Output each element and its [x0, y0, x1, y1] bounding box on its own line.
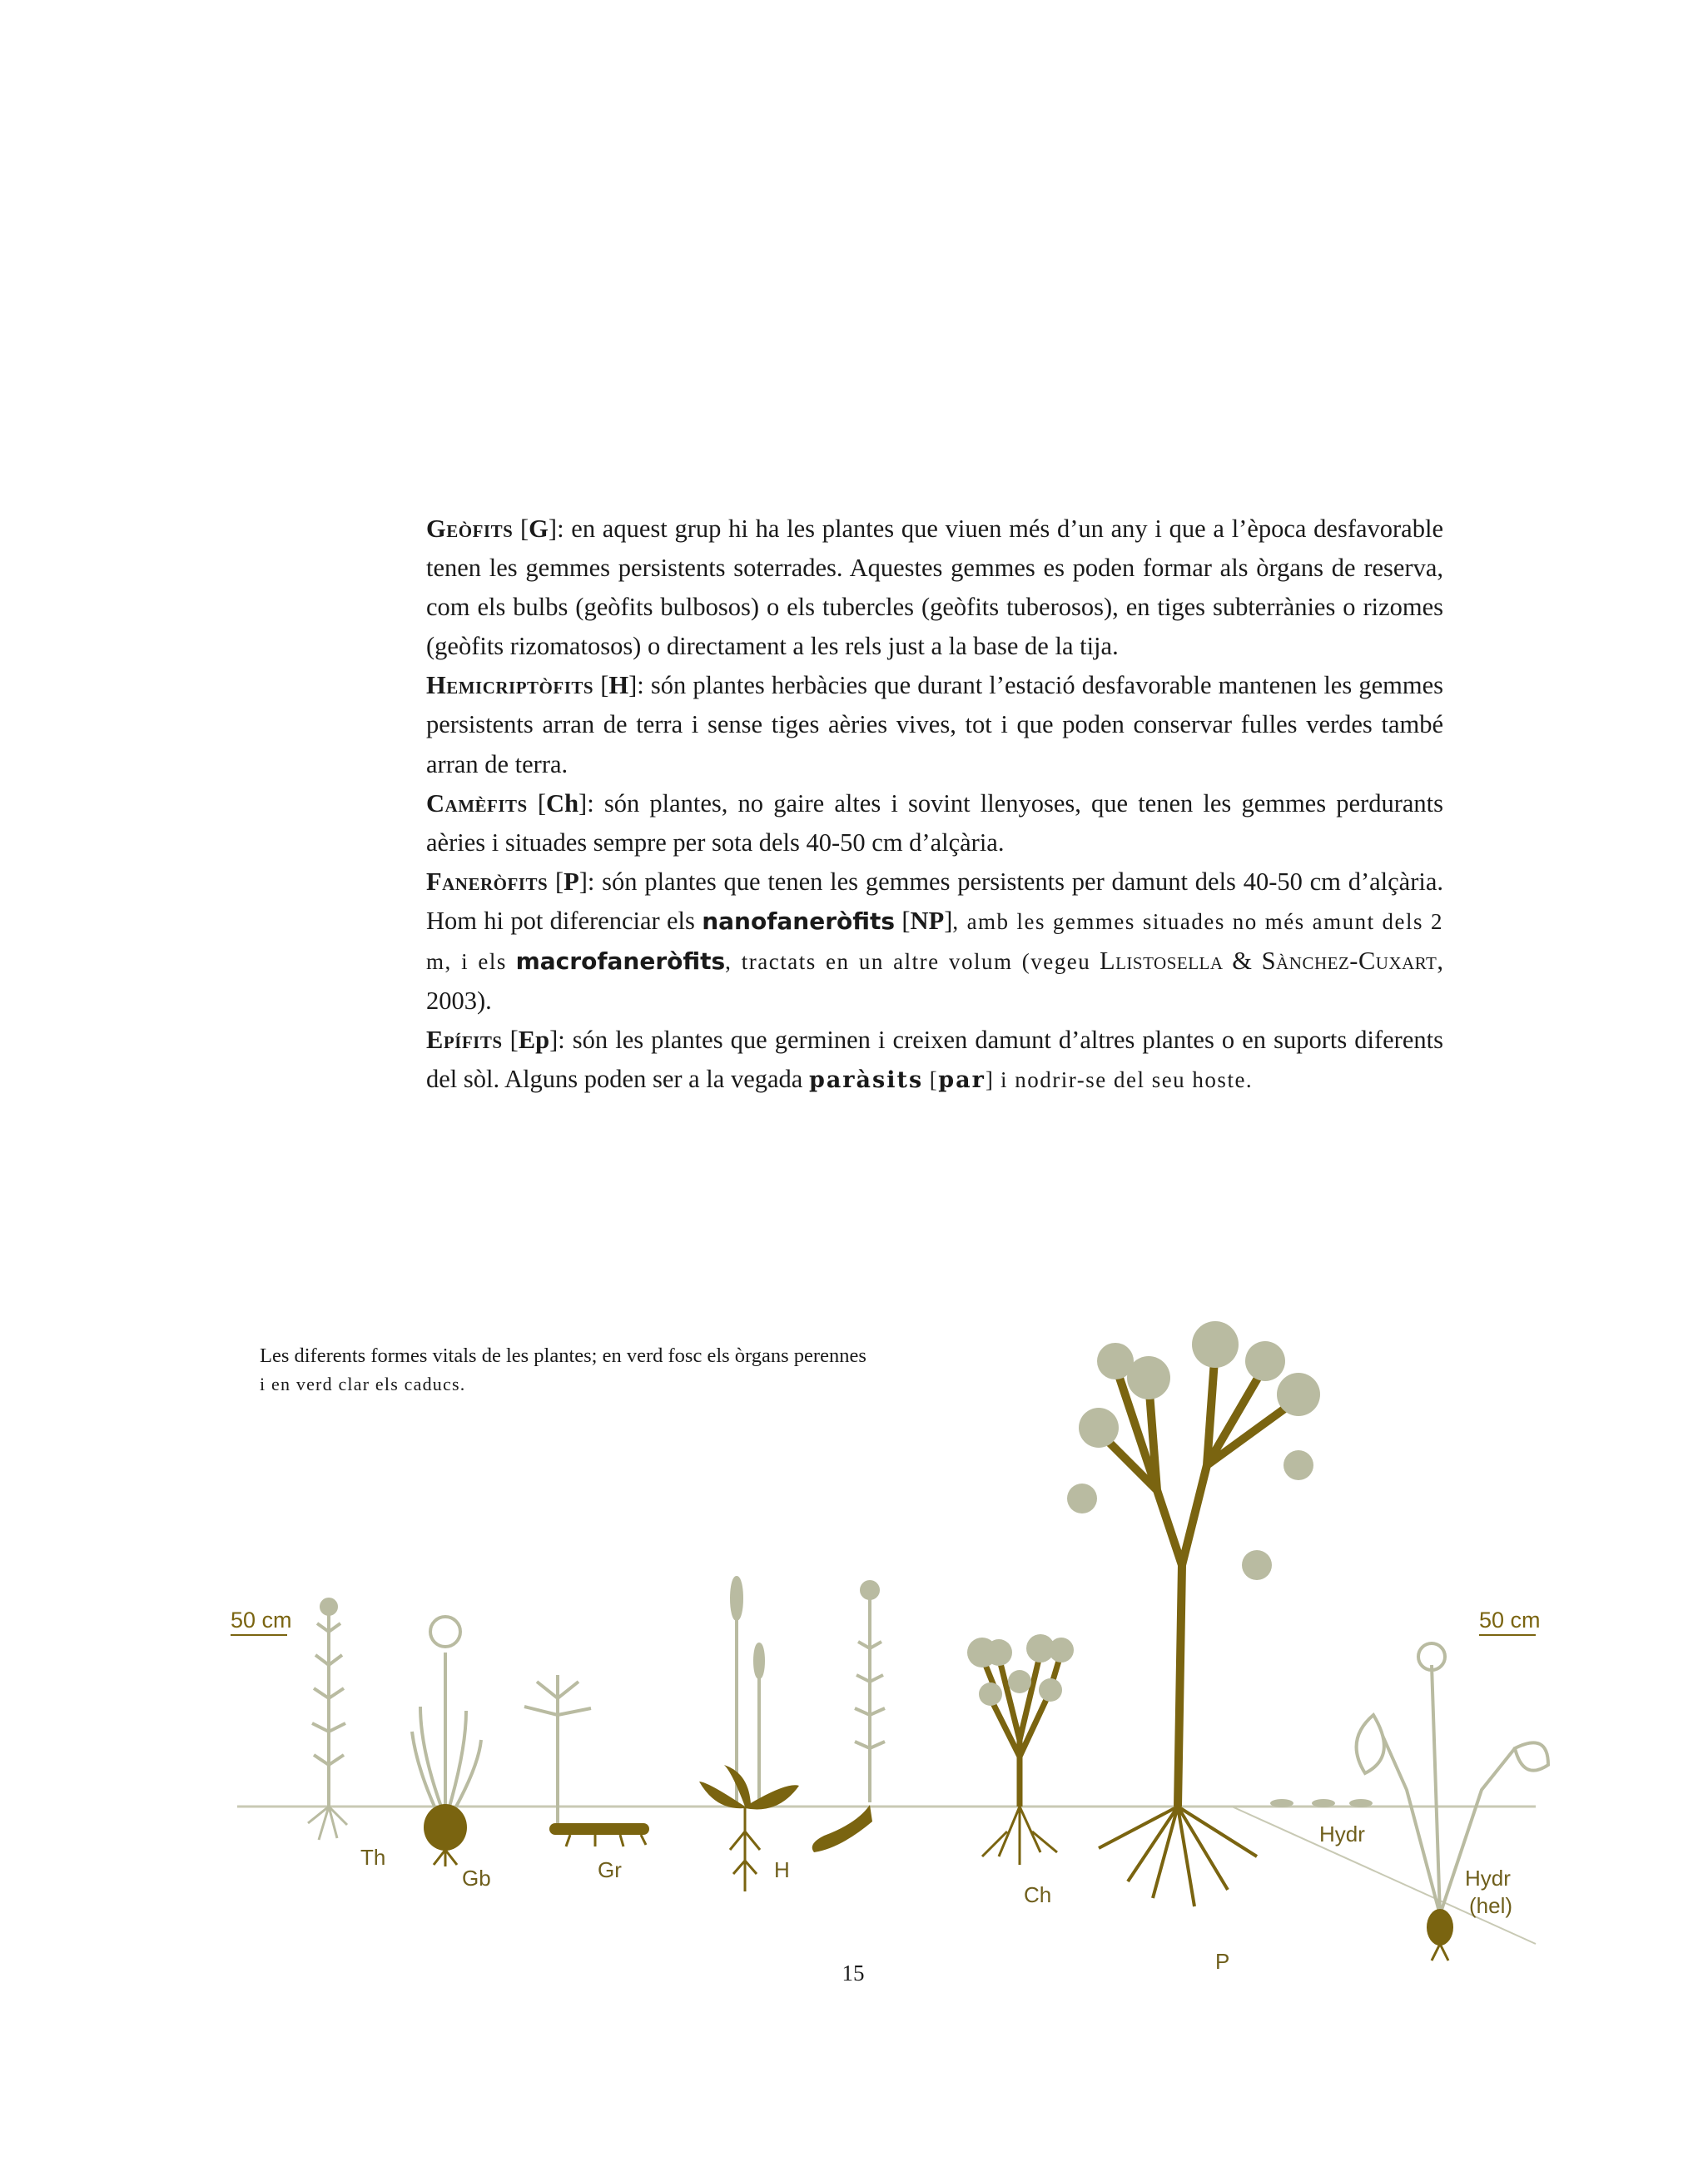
plant-bulbous-geophyte	[412, 1617, 481, 1866]
plant-hydrophyte-floating	[1270, 1799, 1373, 1807]
entry-camefits: Camèfits [Ch]: són plantes, no gaire altes i sovint llenyoses, que tenen les gemmes perdurants aèries i situades sempre per sota dels 40-50 cm d’alçària.	[426, 788, 1443, 857]
label-gb: Gb	[462, 1866, 491, 1891]
entry-text: són plantes herbàcies que durant l’estació desfavorable mantenen les gemmes persistents arran de terra i sense tiges aèries vives, tot i que poden conservar fulles verdes també arran de terra.	[426, 671, 1443, 778]
label-hydr-hel: Hydr	[1465, 1866, 1511, 1891]
term-nanofanerofits: nanofaneròfits	[702, 907, 896, 935]
entry-text: en aquest grup hi ha les plantes que viuen més d’un any i que a l’època desfavorable tenen les gemmes persistents soterrades. Aquestes gemmes es poden formar als òrgans de reserva, com els bulbs (geòfits bulbosos) o els tubercles (geòfits tuberosos), en tiges subterrànies o rizomes (geòfits rizomatosos) o directament a les rels just a la base de la tija.	[426, 514, 1443, 661]
term-code: Ep	[518, 1026, 550, 1055]
reference-author: & Sànchez-Cuxart	[1232, 947, 1437, 976]
entry-text: , tractats en un altre volum (vegeu	[725, 949, 1091, 975]
plant-helophyte	[1357, 1643, 1548, 1961]
plant-therophyte	[308, 1599, 347, 1840]
entry-geofits: Geòfits [G]: en aquest grup hi ha les plantes que viuen més d’un any i que a l’època desfavorable tenen les gemmes persistents soterrades. Aquestes gemmes es poden formar als òrgans de reserva, com els bulbs (geòfits bulbosos) o els tubercles (geòfits tuberosos), en tiges subterrànies o rizomes (geòfits rizomatosos) o directament a les rels just a la base de la tija.	[426, 514, 1443, 661]
caption-line-1: Les diferents formes vitals de les plantes; en verd fosc els òrgans perennes	[260, 1344, 866, 1367]
reference-year: , 2003).	[426, 947, 1443, 1016]
term-parasits: paràsits	[808, 1067, 924, 1094]
page-number: 15	[842, 1961, 865, 1986]
label-p: P	[1215, 1949, 1230, 1974]
plant-phanerophyte	[1067, 1321, 1320, 1906]
scale-label-left: 50 cm	[231, 1608, 292, 1633]
label-ch: Ch	[1024, 1882, 1052, 1907]
main-text	[426, 509, 1443, 1100]
term-code: Ch	[546, 788, 579, 818]
term-code: P	[564, 867, 579, 896]
label-hel: (hel)	[1469, 1893, 1513, 1918]
term-name: Camèfits	[426, 788, 528, 818]
entry-hemicriptofits: Hemicriptòfits [H]: són plantes herbàcies que durant l’estació desfavorable mantenen les gemmes persistents arran de terra i sense tiges aèries vives, tot i que poden conservar fulles verdes també arran de terra.	[426, 671, 1443, 778]
term-code: NP	[910, 906, 945, 935]
scale-label-right: 50 cm	[1479, 1608, 1541, 1633]
label-hydr: Hydr	[1319, 1822, 1365, 1846]
term-name: Faneròfits	[426, 867, 549, 896]
entry-text: són les plantes que germinen i creixen damunt d’altres plantes o en suports diferents del sòl. Alguns poden ser a la vegada	[426, 1026, 1443, 1094]
entry-text: i nodrir-se del seu hoste.	[1000, 1067, 1254, 1093]
plant-chamaephyte	[967, 1634, 1074, 1865]
label-h: H	[774, 1857, 790, 1882]
caption-line-2: i en verd clar els caducs.	[260, 1374, 466, 1394]
entry-text: són plantes, no gaire altes i sovint llenyoses, que tenen les gemmes perdurants aèries i situades sempre per sota dels 40-50 cm d’alçària.	[426, 788, 1443, 857]
plant-hemicryptophyte	[699, 1578, 799, 1891]
life-forms-figure	[0, 1282, 1708, 2015]
term-code: H	[608, 671, 629, 700]
entry-fanerofits: Faneròfits [P]: són plantes que tenen les gemmes persistents per damunt dels 40-50 cm d’alçària. Hom hi pot diferenciar els nanofaneròfits [NP], amb les gemmes situades no més amunt dels 2 m, i els macrofaneròfits, tractats en un altre volum (vegeu Llistosella & Sànchez-Cuxart, 2003).	[426, 867, 1443, 1016]
entry-text: , amb les gemmes situades no més amunt dels 2 m, i els	[426, 908, 1443, 975]
reference-author: Llistosella	[1099, 947, 1224, 976]
plant-rhizomatous-geophyte	[524, 1675, 649, 1846]
term-code: par	[938, 1067, 986, 1094]
entry-text: són plantes que tenen les gemmes persistents per damunt dels 40-50 cm d’alçària. Hom hi pot diferenciar els	[426, 867, 1443, 935]
term-name: Epífits	[426, 1026, 503, 1055]
term-code: G	[529, 514, 549, 543]
label-th: Th	[360, 1845, 386, 1870]
term-macrofanerofits: macrofaneròfits	[515, 947, 726, 976]
plant-tuberous-geophyte	[812, 1582, 885, 1852]
term-name: Geòfits	[426, 514, 514, 543]
term-name: Hemicriptòfits	[426, 671, 594, 700]
label-gr: Gr	[598, 1857, 622, 1882]
entry-epifits: Epífits [Ep]: són les plantes que germinen i creixen damunt d’altres plantes o en suports diferents del sòl. Alguns poden ser a la vegada paràsits [par] i nodrir-se del seu hoste.	[426, 1026, 1443, 1094]
